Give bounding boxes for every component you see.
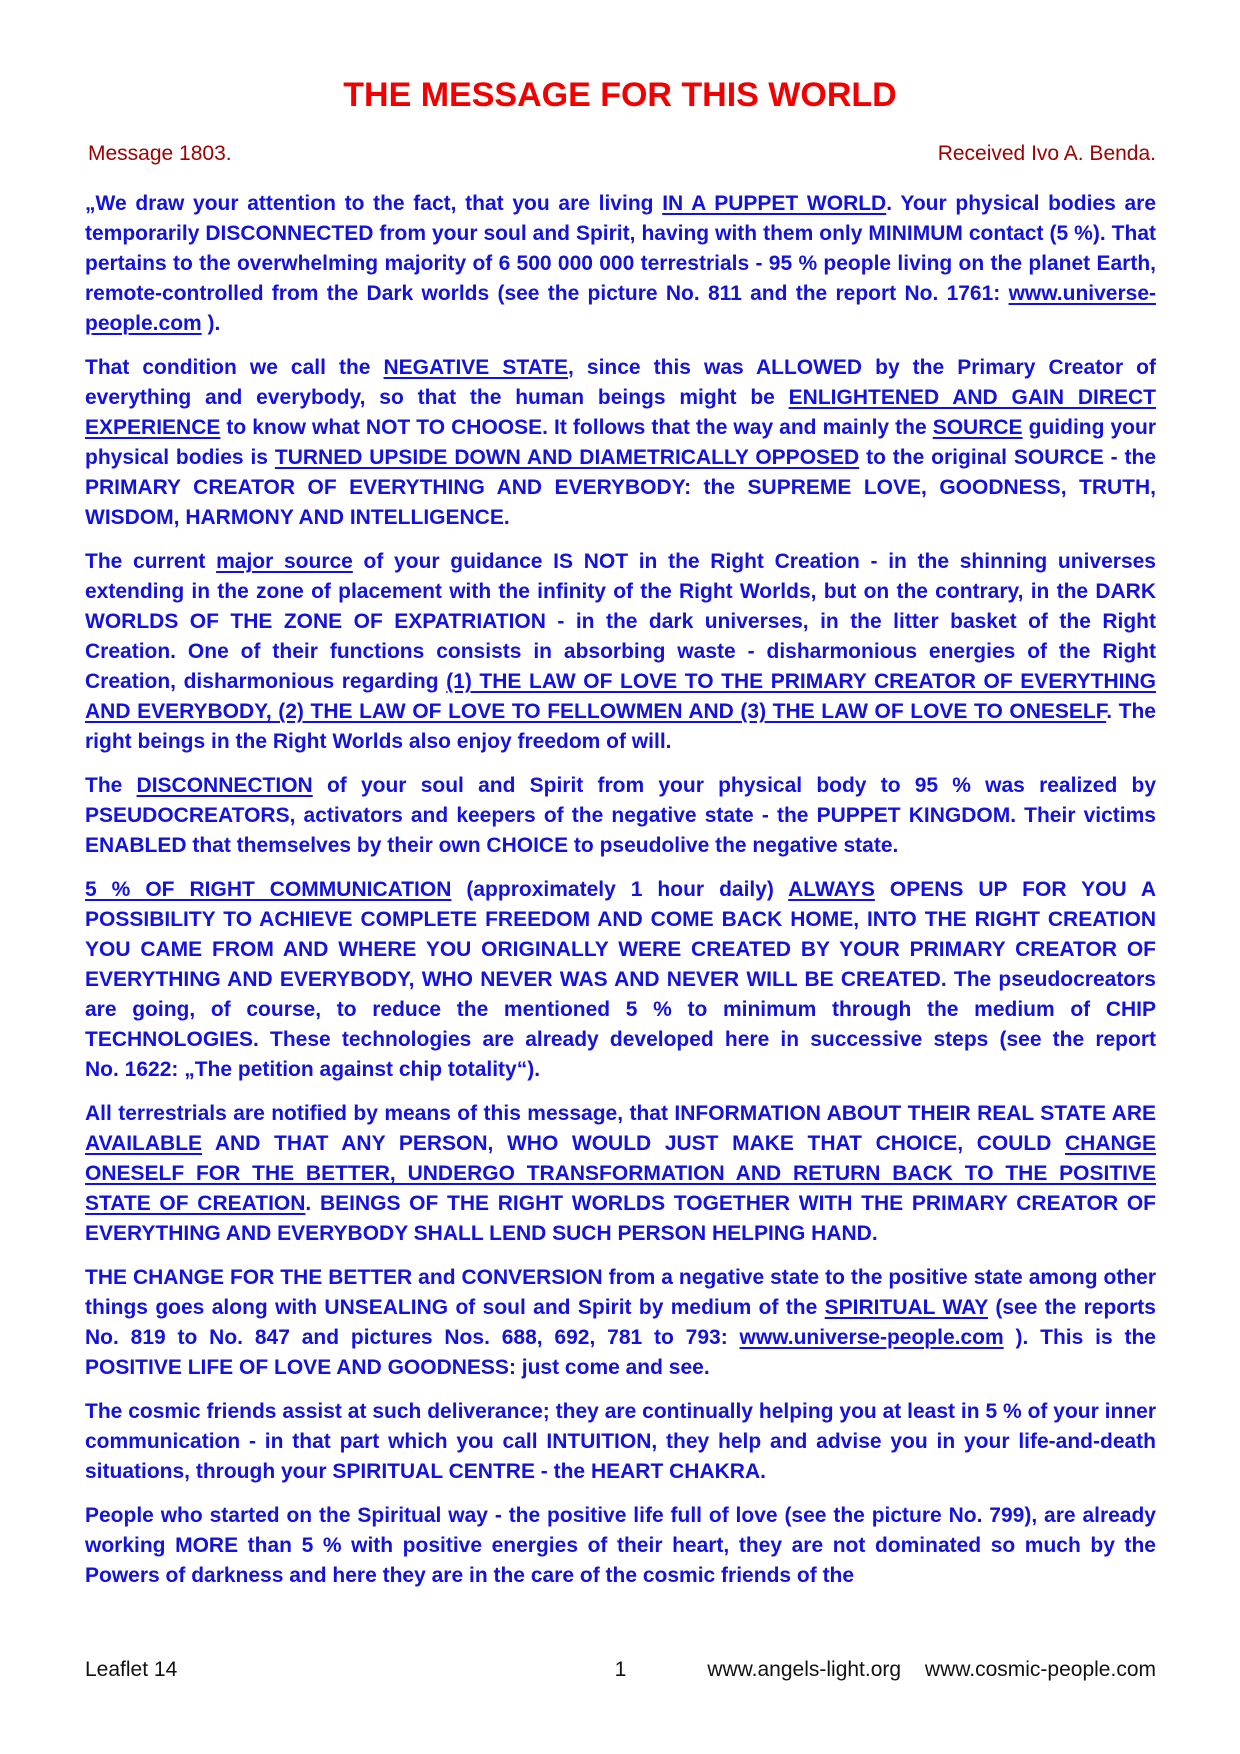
message-meta [88,142,1156,166]
text-run: (approximately 1 hour daily) [451,878,789,901]
text-run: The cosmic friends assist at such deliverance; they are continually helping you at least in 5 % of your inner communication - in that part which you call INTUITION, they help and advise you in your life-and-death situations, through your SPIRITUAL CENTRE - the HEART CHAKRA. [85,1400,1156,1483]
paragraph [85,771,1156,861]
paragraph [85,189,1156,339]
leaflet-label: Leaflet 14 [85,1658,178,1681]
text-run: OPENS UP FOR YOU A POSSIBILITY TO ACHIEVE COMPLETE FREEDOM AND COME BACK HOME, INTO THE RIGHT CREATION YOU CAME FROM AND WHERE YOU ORIGINALLY WERE CREATED BY YOUR PRIMARY CREATOR OF EVERYTHING AND EVERYBODY, WHO NEVER WAS AND NEVER WILL BE CREATED. The pseudocreators are going, of course, to reduce the mentioned 5 % to minimum through the medium of CHIP TECHNOLOGIES. These technologies are already developed here in successive steps (see the report No. 1622: „The petition against chip totality“). [85,878,1156,1081]
underlined-text: DISCONNECTION [136,774,313,797]
text-run: (see the reports No. 819 to No. 847 and pictures Nos. 688, 692, 781 to 793: [85,1296,1156,1349]
footer-links [626,1658,1156,1682]
underlined-text: NEGATIVE STATE [383,356,569,379]
text-run: All terrestrials are notified by means of this message, that INFORMATION ABOUT THEIR REAL STATE ARE [85,1102,1156,1125]
text-run: The [85,774,137,797]
underlined-text: (1) THE LAW OF LOVE TO THE PRIMARY CREATOR OF EVERYTHING AND EVERYBODY, (2) THE LAW OF LOVE TO FELLOWMEN AND (3) THE LAW OF LOVE TO ONESELF [85,670,1156,723]
text-run: . The right beings in the Right Worlds also enjoy freedom of will. [85,700,1156,753]
underlined-text: SPIRITUAL WAY [824,1296,989,1319]
paragraph [85,547,1156,757]
text-run: „We draw your attention to the fact, that you are living [85,192,663,215]
text-run: , since this was ALLOWED by the Primary Creator of everything and everybody, so that the human beings might be [85,356,1156,409]
underlined-text: major source [216,550,353,573]
underlined-text: IN A PUPPET WORLD [662,192,887,215]
text-run: ). This is the POSITIVE LIFE OF LOVE AND GOODNESS: just come and see. [85,1326,1156,1379]
footer-link-angels-light: www.angels-light.org [707,1658,902,1681]
text-run: . Your physical bodies are temporarily DISCONNECTED from your soul and Spirit, having with them only MINIMUM contact (5 %). That pertains to the overwhelming majority of 6 500 000 000 terrestrials - 95 % people living on the planet Earth, remote-controlled from the Dark worlds (see the picture No. 811 and the report No. 1761: [85,192,1157,305]
underlined-text: 5 % OF RIGHT COMMUNICATION [85,878,452,901]
text-run: guiding your physical bodies is [85,416,1157,469]
message-number-label: Message 1803. [88,142,232,165]
text-run: ). [201,312,221,335]
document-body [85,189,1156,1591]
text-run: That condition we call the [85,356,384,379]
underlined-text: ENLIGHTENED AND GAIN DIRECT EXPERIENCE [85,386,1156,439]
paragraph [85,353,1156,533]
paragraph [85,1263,1156,1383]
text-run: to know what NOT TO CHOOSE. It follows that the way and mainly the [220,416,933,439]
text-run: People who started on the Spiritual way - the positive life full of love (see the picture No. 799), are already working MORE than 5 % with positive energies of their heart, they are not dominated so much by the Powers of darkness and here they are in the care of the cosmic friends of the [85,1504,1156,1587]
underlined-text: TURNED UPSIDE DOWN AND DIAMETRICALLY OPPOSED [274,446,860,469]
url-link[interactable]: www.universe-people.com [739,1326,1004,1349]
text-run: THE CHANGE FOR THE BETTER and CONVERSION from a negative state to the positive state among other things goes along with UNSEALING of soul and Spirit by medium of the [85,1266,1156,1319]
text-run: to the original SOURCE - the PRIMARY CREATOR OF EVERYTHING AND EVERYBODY: the SUPREME LOVE, GOODNESS, TRUTH, WISDOM, HARMONY AND INTELLIGENCE. [85,446,1156,529]
footer-link-cosmic-people: www.cosmic-people.com [924,1658,1156,1681]
text-run: The current [85,550,217,573]
underlined-text: SOURCE [932,416,1023,439]
url-link[interactable]: www.universe-people.com [85,282,1156,335]
underlined-text: AVAILABLE [85,1132,203,1155]
text-run: . BEINGS OF THE RIGHT WORLDS TOGETHER WITH THE PRIMARY CREATOR OF EVERYTHING AND EVERYBODY SHALL LEND SUCH PERSON HELPING HAND. [85,1192,1157,1245]
page-title: THE MESSAGE FOR THIS WORLD [343,76,897,114]
text-run: AND THAT ANY PERSON, WHO WOULD JUST MAKE THAT CHOICE, COULD [202,1132,1065,1155]
underlined-text: CHANGE ONESELF FOR THE BETTER, UNDERGO TRANSFORMATION AND RETURN BACK TO THE POSITIVE STATE OF CREATION [85,1132,1156,1215]
text-run: of your guidance IS NOT in the Right Creation - in the shinning universes extending in the zone of placement with the infinity of the Right Worlds, but on the contrary, in the DARK WORLDS OF THE ZONE OF EXPATRIATION - in the dark universes, in the litter basket of the Right Creation. One of their functions consists in absorbing waste - disharmonious energies of the Right Creation, disharmonious regarding [85,550,1156,693]
paragraph [85,875,1156,1085]
paragraph [85,1397,1156,1487]
page-footer [85,1658,1156,1682]
paragraph [85,1501,1156,1591]
received-by-label: Received Ivo A. Benda. [937,142,1156,165]
page-number: 1 [614,1658,627,1681]
underlined-text: ALWAYS [788,878,875,901]
paragraph [85,1099,1156,1249]
text-run: of your soul and Spirit from your physical body to 95 % was realized by PSEUDOCREATORS, activators and keepers of the negative state - the PUPPET KINGDOM. Their victims ENABLED that themselves by their own CHOICE to pseudolive the negative state. [85,774,1156,857]
